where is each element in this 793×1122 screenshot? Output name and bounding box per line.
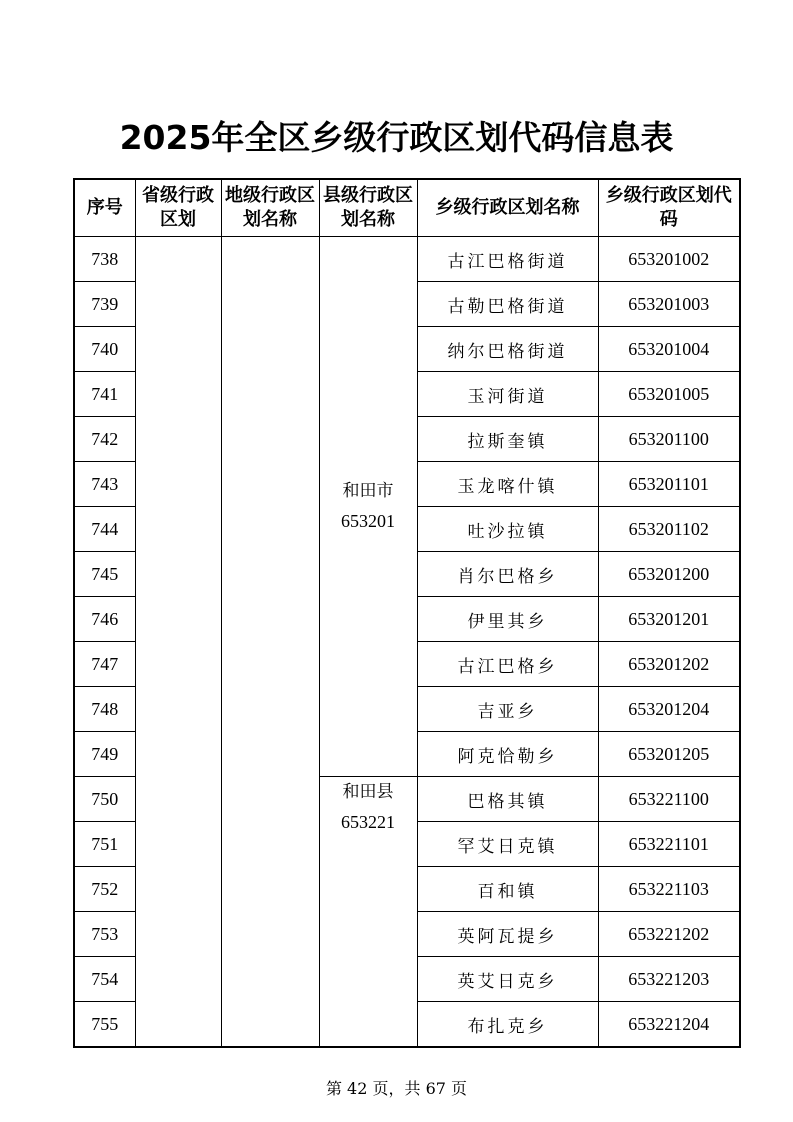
township-code-cell: 653221101	[598, 822, 740, 867]
township-code-cell: 653221204	[598, 1002, 740, 1048]
township-code-cell: 653221202	[598, 912, 740, 957]
township-name-cell: 古勒巴格街道	[417, 282, 598, 327]
seq-cell: 753	[74, 912, 135, 957]
province-cell	[135, 237, 221, 1048]
seq-cell: 739	[74, 282, 135, 327]
seq-cell: 750	[74, 777, 135, 822]
header-township-code: 乡级行政区划代码	[598, 179, 740, 237]
township-code-table	[73, 178, 741, 1048]
county-cell-hotan-city	[319, 237, 417, 777]
seq-cell: 751	[74, 822, 135, 867]
township-code-cell: 653201005	[598, 372, 740, 417]
table-header-row	[74, 179, 740, 237]
township-name-cell: 古江巴格街道	[417, 237, 598, 282]
township-code-cell: 653201201	[598, 597, 740, 642]
township-name-cell: 吉亚乡	[417, 687, 598, 732]
township-name-cell: 肖尔巴格乡	[417, 552, 598, 597]
seq-cell: 755	[74, 1002, 135, 1048]
township-name-cell: 英阿瓦提乡	[417, 912, 598, 957]
header-seq: 序号	[74, 179, 135, 237]
seq-cell: 741	[74, 372, 135, 417]
county-code: 653201	[341, 511, 395, 531]
township-name-cell: 英艾日克乡	[417, 957, 598, 1002]
county-code: 653221	[341, 812, 395, 832]
seq-cell: 740	[74, 327, 135, 372]
seq-cell: 747	[74, 642, 135, 687]
header-township-name: 乡级行政区划名称	[417, 179, 598, 237]
seq-cell: 746	[74, 597, 135, 642]
header-county: 县级行政区划名称	[319, 179, 417, 237]
township-code-cell: 653201202	[598, 642, 740, 687]
header-prefecture: 地级行政区划名称	[221, 179, 319, 237]
seq-cell: 744	[74, 507, 135, 552]
township-code-cell: 653221103	[598, 867, 740, 912]
county-name: 和田市	[342, 481, 394, 501]
township-code-cell: 653201100	[598, 417, 740, 462]
prefecture-cell	[221, 237, 319, 1048]
township-code-cell: 653221203	[598, 957, 740, 1002]
township-code-cell: 653201205	[598, 732, 740, 777]
table-row	[74, 237, 740, 282]
county-cell-hotan-county	[319, 777, 417, 1048]
seq-cell: 743	[74, 462, 135, 507]
seq-cell: 745	[74, 552, 135, 597]
township-name-cell: 玉河街道	[417, 372, 598, 417]
township-name-cell: 罕艾日克镇	[417, 822, 598, 867]
township-name-cell: 阿克恰勒乡	[417, 732, 598, 777]
township-name-cell: 巴格其镇	[417, 777, 598, 822]
county-name: 和田县	[342, 782, 394, 802]
seq-cell: 749	[74, 732, 135, 777]
page-title: 2025年全区乡级行政区划代码信息表	[119, 118, 674, 157]
township-name-cell: 拉斯奎镇	[417, 417, 598, 462]
township-code-cell: 653201204	[598, 687, 740, 732]
township-code-cell: 653201002	[598, 237, 740, 282]
township-name-cell: 百和镇	[417, 867, 598, 912]
township-name-cell: 伊里其乡	[417, 597, 598, 642]
seq-cell: 742	[74, 417, 135, 462]
township-code-cell: 653201102	[598, 507, 740, 552]
header-province: 省级行政区划	[135, 179, 221, 237]
seq-cell: 752	[74, 867, 135, 912]
township-name-cell: 纳尔巴格街道	[417, 327, 598, 372]
township-name-cell: 古江巴格乡	[417, 642, 598, 687]
township-code-cell: 653201200	[598, 552, 740, 597]
township-name-cell: 吐沙拉镇	[417, 507, 598, 552]
township-code-cell: 653221100	[598, 777, 740, 822]
seq-cell: 738	[74, 237, 135, 282]
seq-cell: 754	[74, 957, 135, 1002]
township-name-cell: 布扎克乡	[417, 1002, 598, 1048]
page-footer: 第 42 页，共 67 页	[325, 1079, 468, 1098]
seq-cell: 748	[74, 687, 135, 732]
township-code-cell: 653201101	[598, 462, 740, 507]
township-name-cell: 玉龙喀什镇	[417, 462, 598, 507]
township-code-cell: 653201003	[598, 282, 740, 327]
township-code-cell: 653201004	[598, 327, 740, 372]
